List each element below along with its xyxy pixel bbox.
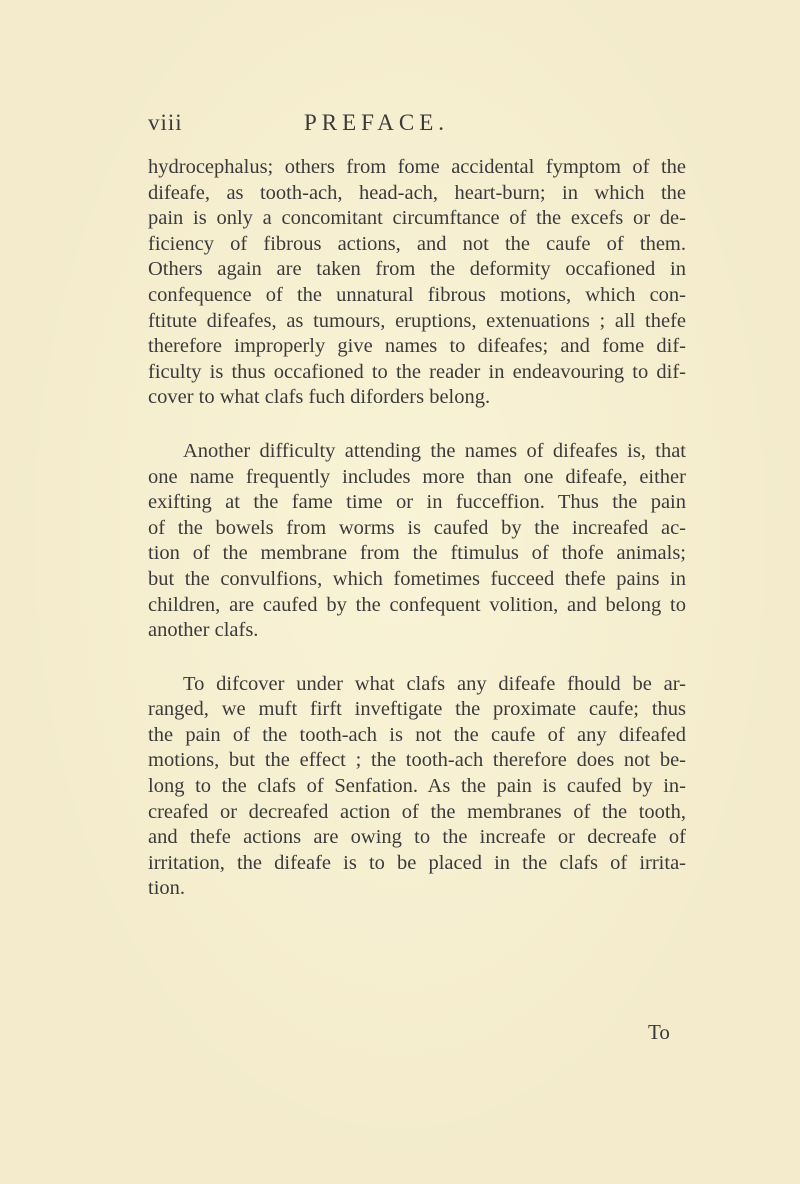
text-line: difeafe, as tooth-ach, head-ach, heart-burn; in which the	[148, 181, 686, 204]
paragraph-3	[148, 672, 686, 902]
page-header	[148, 110, 668, 146]
text-line: cover to what clafs fuch diforders belong.	[148, 386, 491, 409]
text-line: ficulty is thus occafioned to the reader in endeavouring to dif-	[148, 360, 686, 383]
text-line: the pain of the tooth-ach is not the caufe of any difeafed	[148, 723, 686, 746]
text-line: another clafs.	[148, 619, 259, 642]
text-line: and thefe actions are owing to the increafe or decreafe of	[148, 826, 686, 849]
text-line: confequence of the unnatural fibrous motions, which con-	[148, 283, 686, 306]
text-line: irritation, the difeafe is to be placed in the clafs of irrita-	[148, 851, 686, 874]
text-line: motions, but the effect ; the tooth-ach therefore does not be-	[148, 749, 686, 772]
text-line: tion of the membrane from the ftimulus of thofe animals;	[148, 542, 686, 565]
text-line: creafed or decreafed action of the membranes of the tooth,	[148, 800, 686, 823]
text-line: tion.	[148, 877, 186, 900]
text-line: Others again are taken from the deformity occafioned in	[148, 258, 686, 281]
text-line: To difcover under what clafs any difeafe fhould be ar-	[183, 672, 686, 695]
body-text	[148, 155, 686, 902]
text-line: pain is only a concomitant circumftance of the excefs or de-	[148, 207, 686, 230]
paragraph-2	[148, 439, 686, 644]
paragraph-1	[148, 155, 686, 411]
text-line: but the convulfions, which fometimes fucceed thefe pains in	[148, 567, 686, 590]
page-number: viii	[148, 110, 183, 135]
running-head: PREFACE.	[304, 110, 450, 135]
text-line: Another difficulty attending the names of difeafes is, that	[183, 439, 686, 462]
text-line: hydrocephalus; others from fome accidental fymptom of the	[148, 156, 686, 178]
text-line: ranged, we muft firft inveftigate the proximate caufe; thus	[148, 698, 686, 721]
text-line: long to the clafs of Senfation. As the pain is caufed by in-	[148, 775, 686, 798]
text-line: of the bowels from worms is caufed by the increafed ac-	[148, 516, 686, 539]
text-line: children, are caufed by the confequent volition, and belong to	[148, 593, 686, 616]
text-line: ftitute difeafes, as tumours, eruptions, extenuations ; all thefe	[148, 309, 686, 332]
text-line: exifting at the fame time or in fucceffion. Thus the pain	[148, 491, 686, 514]
catchword: To	[648, 1020, 670, 1044]
text-line: therefore improperly give names to difeafes; and fome dif-	[148, 335, 686, 358]
text-line: one name frequently includes more than one difeafe, either	[148, 465, 686, 488]
text-line: ficiency of fibrous actions, and not the caufe of them.	[148, 232, 686, 255]
